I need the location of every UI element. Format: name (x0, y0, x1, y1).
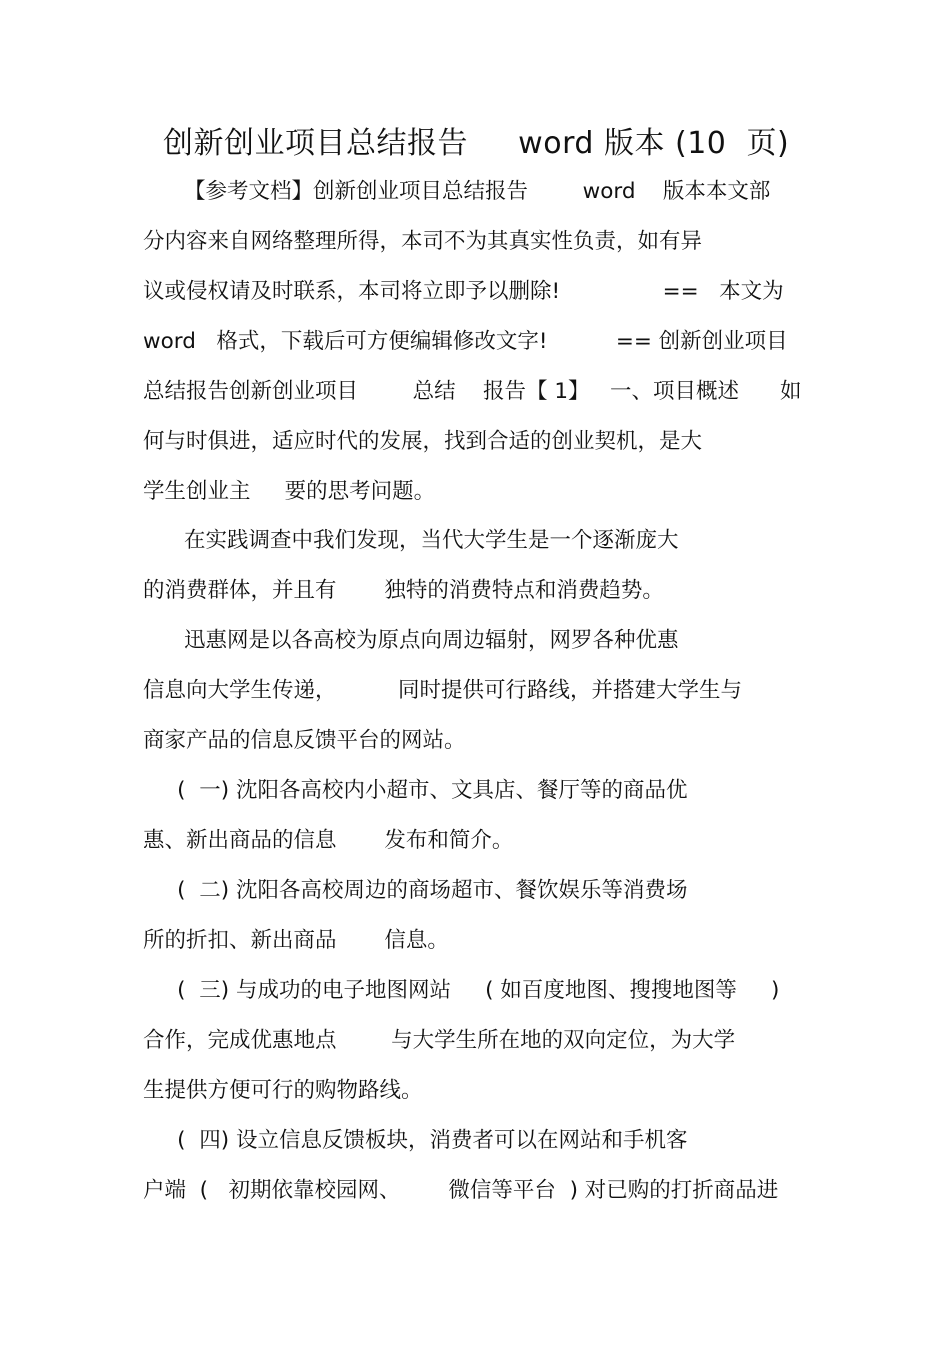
paragraph-line: ( 一) 沈阳各高校内小超市、文具店、餐厅等的商品优 (143, 778, 688, 803)
paragraph-line: 所的折扣、新出商品 信息。 (143, 928, 449, 953)
paragraph-line: 迅惠网是以各高校为原点向周边辐射，网罗各种优惠 (143, 628, 679, 653)
paragraph-line: 【参考文档】创新创业项目总结报告 word 版本本文部 (143, 179, 771, 204)
page-title: 创新创业项目总结报告 word 版本 (10 页) (163, 126, 790, 161)
paragraph-line: ( 三) 与成功的电子地图网站 ( 如百度地图、搜搜地图等 ) (143, 978, 780, 1003)
paragraph-line: ( 二) 沈阳各高校周边的商场超市、餐饮娱乐等消费场 (143, 878, 688, 903)
paragraph-line: 惠、新出商品的信息 发布和简介。 (143, 828, 514, 853)
paragraph-line: 学生创业主 要的思考问题。 (143, 479, 436, 504)
paragraph-line: 的消费群体，并且有 独特的消费特点和消费趋势。 (143, 578, 664, 603)
paragraph-line: word 格式，下载后可方便编辑修改文字! == 创新创业项目 (143, 329, 788, 354)
paragraph-line: 何与时俱进，适应时代的发展，找到合适的创业契机，是大 (143, 429, 703, 454)
paragraph-line: 生提供方便可行的购物路线。 (143, 1078, 423, 1103)
paragraph-line: 户端 ( 初期依靠校园网、 微信等平台 ) 对已购的打折商品进 (143, 1178, 779, 1203)
paragraph-line: 总结报告创新创业项目 总结 报告【 1】 一、项目概述 如 (143, 379, 802, 404)
paragraph-line: 合作，完成优惠地点 与大学生所在地的双向定位，为大学 (143, 1028, 736, 1053)
paragraph-line: 信息向大学生传递， 同时提供可行路线，并搭建大学生与 (143, 678, 743, 703)
paragraph-line: 议或侵权请及时联系，本司将立即予以删除! == 本文为 (143, 279, 784, 304)
paragraph-line: 在实践调查中我们发现，当代大学生是一个逐渐庞大 (143, 528, 679, 553)
paragraph-line: 商家产品的信息反馈平台的网站。 (143, 728, 466, 753)
paragraph-line: 分内容来自网络整理所得，本司不为其真实性负责，如有异 (143, 229, 703, 254)
paragraph-line: ( 四) 设立信息反馈板块，消费者可以在网站和手机客 (143, 1128, 688, 1153)
